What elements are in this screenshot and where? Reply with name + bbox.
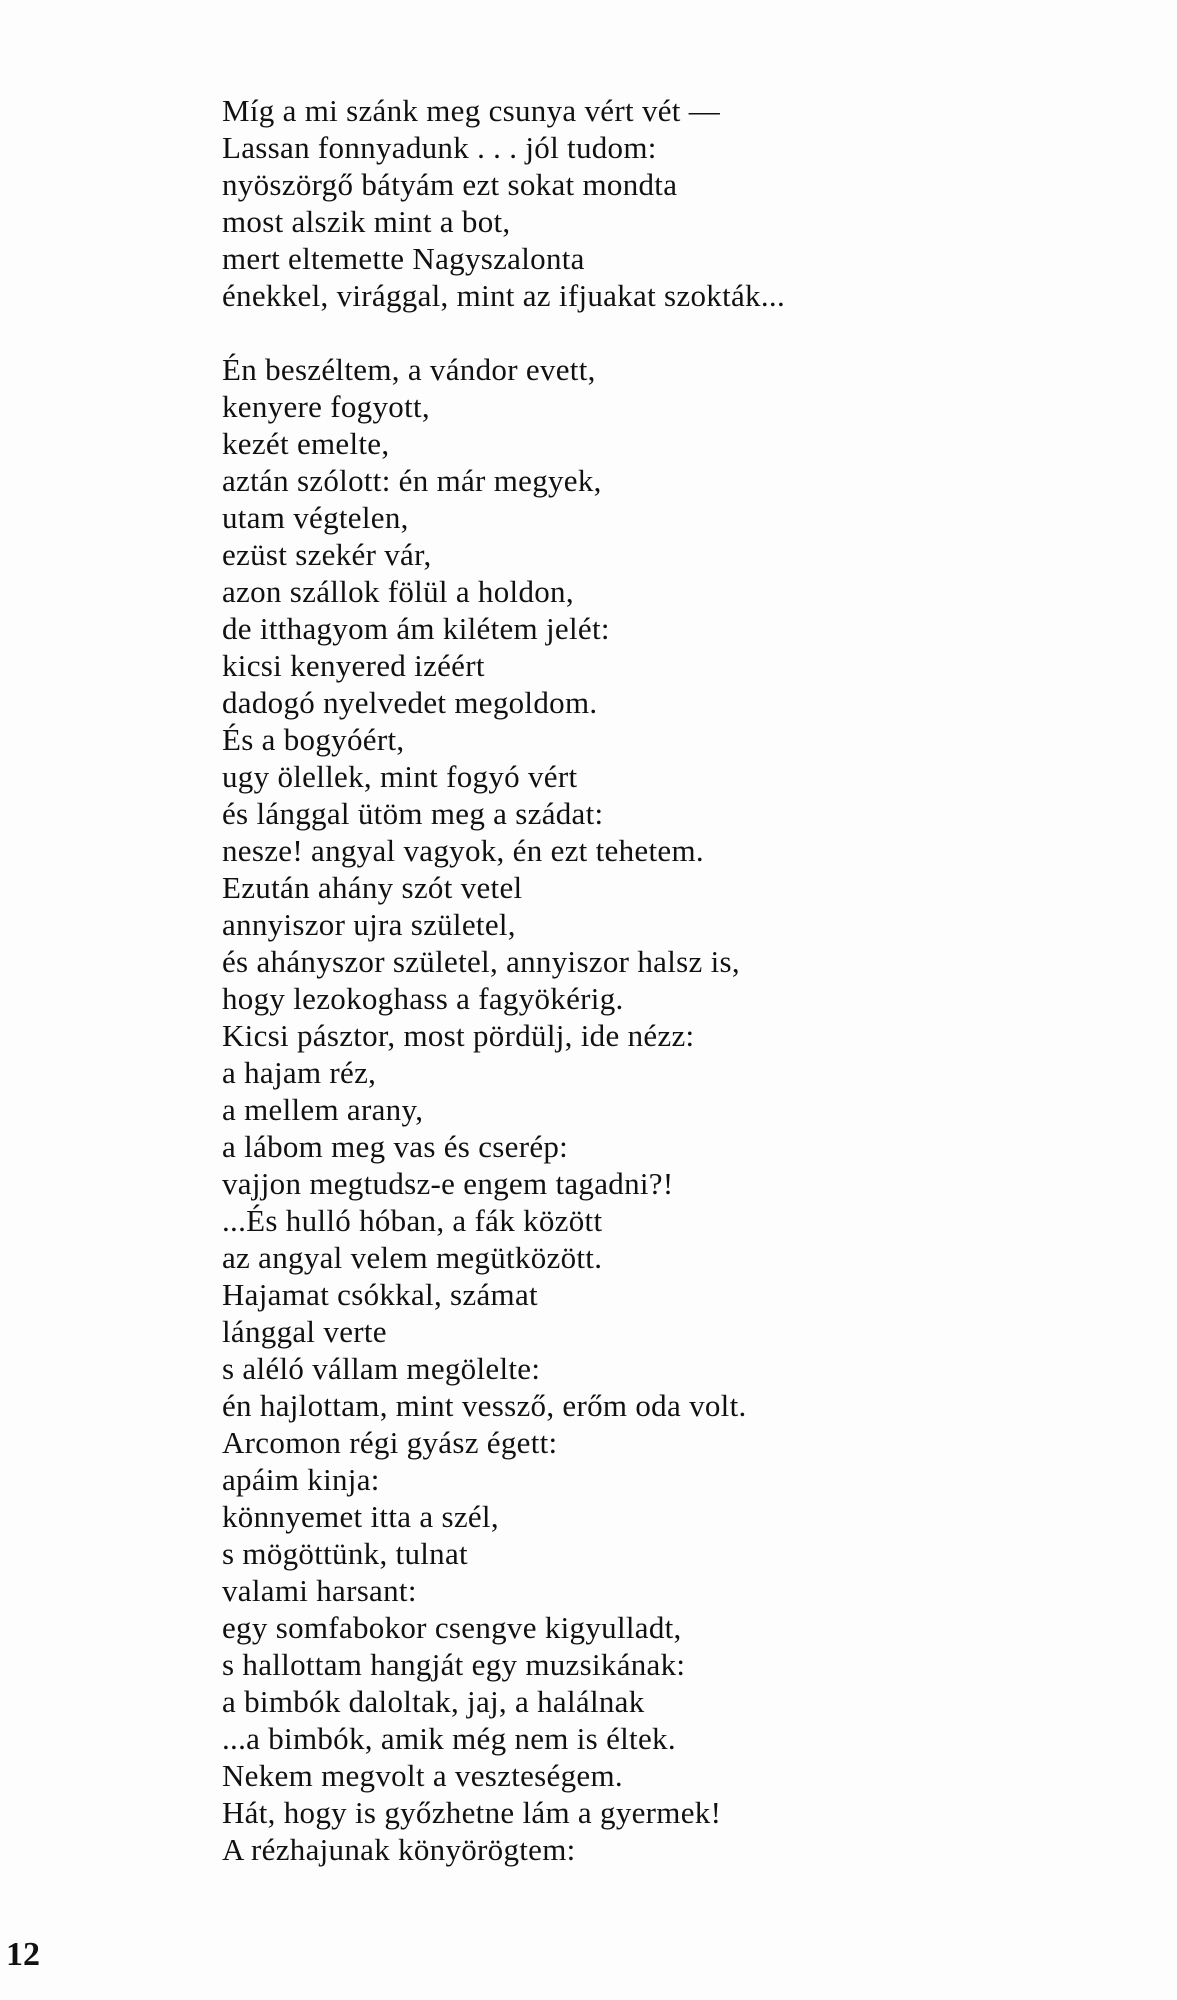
poem-line: kezét emelte, <box>222 426 390 461</box>
poem-line: valami harsant: <box>222 1573 417 1608</box>
poem-line: ugy ölellek, mint fogyó vért <box>222 759 578 794</box>
poem-line: ...És hulló hóban, a fák között <box>222 1203 603 1238</box>
poem-line: azon szállok fölül a holdon, <box>222 574 574 609</box>
stanza-2 <box>222 351 1122 1868</box>
poem-line: mert eltemette Nagyszalonta <box>222 241 585 276</box>
poem-line: de itthagyom ám kilétem jelét: <box>222 611 610 646</box>
poem-line: aztán szólott: én már megyek, <box>222 463 602 498</box>
poem-line: s aléló vállam megölelte: <box>222 1351 541 1386</box>
poem-line: hogy lezokoghass a fagyökérig. <box>222 981 624 1016</box>
poem-line: Lassan fonnyadunk . . . jól tudom: <box>222 130 657 165</box>
poem-line: énekkel, virággal, mint az ifjuakat szokták... <box>222 278 785 313</box>
poem-line: Nekem megvolt a veszteségem. <box>222 1758 623 1793</box>
poem-line: ...a bimbók, amik még nem is éltek. <box>222 1721 676 1756</box>
poem-line: én hajlottam, mint vessző, erőm oda volt. <box>222 1388 747 1423</box>
poem-line: a mellem arany, <box>222 1092 424 1127</box>
poem-line: utam végtelen, <box>222 500 409 535</box>
stanza-1 <box>222 92 1122 314</box>
poem-line: Ezután ahány szót vetel <box>222 870 523 905</box>
poem-line: ezüst szekér vár, <box>222 537 432 572</box>
poem-line: Míg a mi szánk meg csunya vért vét — <box>222 93 721 128</box>
poem-line: a bimbók daloltak, jaj, a halálnak <box>222 1684 645 1719</box>
poem <box>222 92 1122 1868</box>
poem-line: Hajamat csókkal, számat <box>222 1277 538 1312</box>
poem-line: Kicsi pásztor, most pördülj, ide nézz: <box>222 1018 695 1053</box>
poem-line: vajjon megtudsz-e engem tagadni?! <box>222 1166 674 1201</box>
poem-line: dadogó nyelvedet megoldom. <box>222 685 598 720</box>
poem-line: apáim kinja: <box>222 1462 380 1497</box>
poem-line: az angyal velem megütközött. <box>222 1240 603 1275</box>
poem-line: annyiszor ujra születel, <box>222 907 516 942</box>
poem-line: nyöszörgő bátyám ezt sokat mondta <box>222 167 678 202</box>
poem-line: a hajam réz, <box>222 1055 377 1090</box>
poem-line: Arcomon régi gyász égett: <box>222 1425 558 1460</box>
poem-line: A rézhajunak könyörögtem: <box>222 1832 576 1867</box>
poem-line: nesze! angyal vagyok, én ezt tehetem. <box>222 833 704 868</box>
poem-line: egy somfabokor csengve kigyulladt, <box>222 1610 682 1645</box>
poem-line: a lábom meg vas és cserép: <box>222 1129 569 1164</box>
poem-line: Hát, hogy is győzhetne lám a gyermek! <box>222 1795 722 1830</box>
poem-line: lánggal verte <box>222 1314 387 1349</box>
poem-line: most alszik mint a bot, <box>222 204 511 239</box>
poem-line: És a bogyóért, <box>222 722 405 757</box>
poem-line: kenyere fogyott, <box>222 389 430 424</box>
poem-line: s mögöttünk, tulnat <box>222 1536 468 1571</box>
poem-line: könnyemet itta a szél, <box>222 1499 499 1534</box>
poem-line: Én beszéltem, a vándor evett, <box>222 352 596 387</box>
poem-line: kicsi kenyered izéért <box>222 648 485 683</box>
poem-line: és lánggal ütöm meg a szádat: <box>222 796 604 831</box>
poem-line: és ahányszor születel, annyiszor halsz is, <box>222 944 740 979</box>
page-number: 12 <box>6 1936 40 1973</box>
poem-line: s hallottam hangját egy muzsikának: <box>222 1647 686 1682</box>
